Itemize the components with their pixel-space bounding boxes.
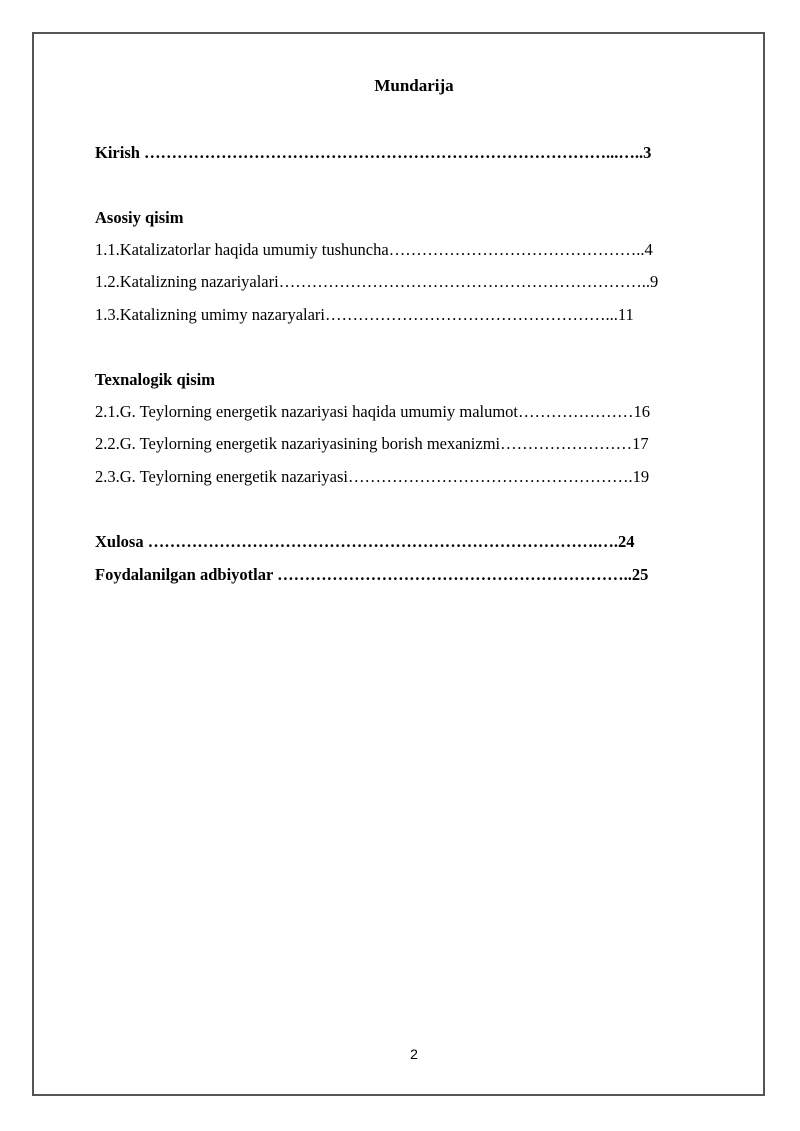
page-number: 2 xyxy=(410,1046,418,1062)
page-border xyxy=(32,32,765,1096)
toc-entry-2-1: 2.1.G. Teylorning energetik nazariyasi haqida umumiy malumot…………………16 xyxy=(95,402,651,421)
toc-entry-1-2: 1.2.Katalizning nazariyalari…………………………………………………………..9 xyxy=(95,272,659,291)
toc-entry-kirish: Kirish …………………………………………………………………………...…..3 xyxy=(95,143,652,162)
toc-entry-1-3: 1.3.Katalizning umimy nazaryalari……………………………………………...11 xyxy=(95,305,634,324)
document-title: Mundarija xyxy=(374,76,454,95)
toc-entry-2-3: 2.3.G. Teylorning energetik nazariyasi…………………………………………….19 xyxy=(95,467,650,486)
toc-entry-1-1: 1.1.Katalizatorlar haqida umumiy tushuncha………………………………………..4 xyxy=(95,240,653,259)
toc-section-heading-asosiy: Asosiy qisim xyxy=(95,208,184,227)
toc-section-heading-texnalogik: Texnalogik qisim xyxy=(95,370,215,389)
toc-entry-foydalanilgan: Foydalanilgan adbiyotlar ………………………………………………………..25 xyxy=(95,565,649,584)
toc-entry-2-2: 2.2.G. Teylorning energetik nazariyasining borish mexanizmi……………………17 xyxy=(95,434,649,453)
toc-entry-xulosa: Xulosa ……………………………………………………………………….….24 xyxy=(95,532,635,551)
